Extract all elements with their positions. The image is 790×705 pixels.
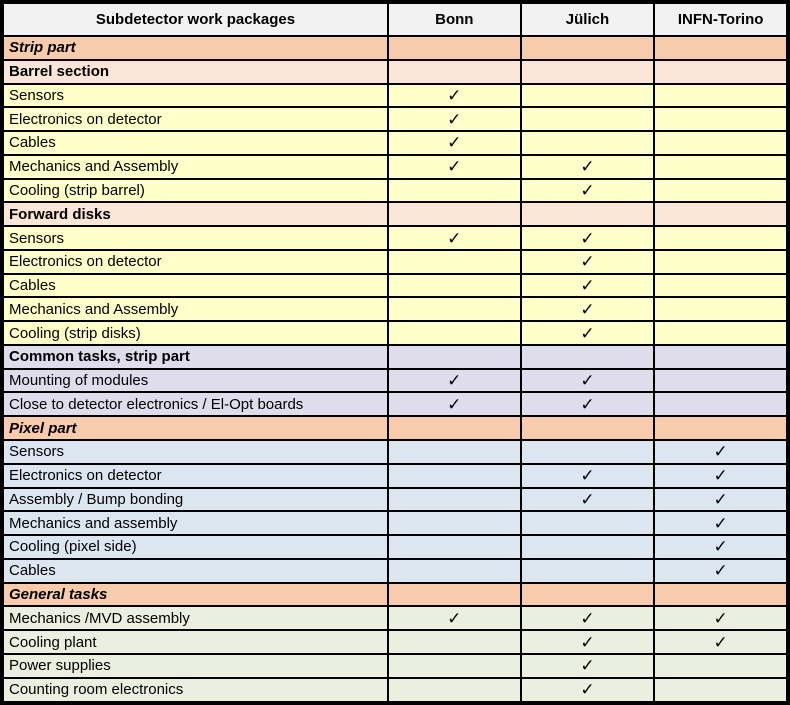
row-label: Mechanics /MVD assembly <box>2 606 388 630</box>
check-cell-empty <box>388 274 521 298</box>
check-cell-empty <box>654 250 788 274</box>
checkmark-icon: ✓ <box>580 632 595 652</box>
checkmark-icon: ✓ <box>447 109 462 129</box>
column-header-bonn: Bonn <box>388 2 521 36</box>
column-header-julich: Jülich <box>521 2 655 36</box>
column-header-packages: Subdetector work packages <box>2 2 388 36</box>
check-cell-checked <box>654 488 788 512</box>
checkmark-icon: ✓ <box>713 561 728 581</box>
checkmark-icon: ✓ <box>580 466 595 486</box>
check-cell-empty <box>654 226 788 250</box>
check-cell-empty <box>654 369 788 393</box>
check-cell-empty <box>388 60 521 84</box>
checkmark-icon: ✓ <box>580 394 595 414</box>
table-row <box>2 179 788 203</box>
check-cell-checked <box>388 107 521 131</box>
table-row <box>2 84 788 108</box>
checkmark-icon: ✓ <box>713 466 728 486</box>
table-row <box>2 250 788 274</box>
check-cell-checked <box>388 155 521 179</box>
check-cell-checked <box>654 559 788 583</box>
check-cell-checked <box>388 84 521 108</box>
check-cell-empty <box>388 511 521 535</box>
check-cell-empty <box>654 202 788 226</box>
check-cell-checked <box>521 630 655 654</box>
check-cell-empty <box>388 36 521 60</box>
check-cell-empty <box>654 583 788 607</box>
check-cell-empty <box>521 345 655 369</box>
row-label: Mechanics and Assembly <box>2 155 388 179</box>
table-row <box>2 511 788 535</box>
table-row <box>2 678 788 703</box>
checkmark-icon: ✓ <box>580 680 595 700</box>
section-header-row <box>2 36 788 60</box>
check-cell-empty <box>654 36 788 60</box>
check-cell-empty <box>388 678 521 703</box>
check-cell-empty <box>654 155 788 179</box>
header-row <box>2 2 788 36</box>
row-label: Barrel section <box>2 60 388 84</box>
check-cell-checked <box>388 226 521 250</box>
check-cell-checked <box>521 369 655 393</box>
table-row <box>2 392 788 416</box>
check-cell-empty <box>388 321 521 345</box>
checkmark-icon: ✓ <box>447 608 462 628</box>
check-cell-empty <box>388 583 521 607</box>
table-row <box>2 464 788 488</box>
check-cell-checked <box>521 392 655 416</box>
section-header-row <box>2 416 788 440</box>
table-row <box>2 606 788 630</box>
check-cell-empty <box>388 416 521 440</box>
check-cell-empty <box>521 131 655 155</box>
table-header <box>2 2 788 36</box>
check-cell-checked <box>388 131 521 155</box>
check-cell-empty <box>521 535 655 559</box>
check-cell-empty <box>521 511 655 535</box>
checkmark-icon: ✓ <box>447 133 462 153</box>
section-header-row <box>2 345 788 369</box>
checkmark-icon: ✓ <box>580 276 595 296</box>
check-cell-empty <box>388 654 521 678</box>
checkmark-icon: ✓ <box>713 608 728 628</box>
checkmark-icon: ✓ <box>580 157 595 177</box>
check-cell-checked <box>521 297 655 321</box>
check-cell-checked <box>654 464 788 488</box>
check-cell-empty <box>388 297 521 321</box>
row-label: Electronics on detector <box>2 107 388 131</box>
check-cell-empty <box>654 131 788 155</box>
check-cell-checked <box>388 606 521 630</box>
table-row <box>2 321 788 345</box>
row-label: Power supplies <box>2 654 388 678</box>
check-cell-empty <box>388 559 521 583</box>
check-cell-empty <box>388 464 521 488</box>
row-label: Strip part <box>2 36 388 60</box>
row-label: Mounting of modules <box>2 369 388 393</box>
row-label: Close to detector electronics / El-Opt boards <box>2 392 388 416</box>
check-cell-checked <box>654 535 788 559</box>
row-label: Assembly / Bump bonding <box>2 488 388 512</box>
check-cell-empty <box>388 630 521 654</box>
section-header-row <box>2 60 788 84</box>
check-cell-empty <box>388 345 521 369</box>
check-cell-empty <box>654 107 788 131</box>
check-cell-empty <box>521 36 655 60</box>
check-cell-empty <box>654 654 788 678</box>
row-label: Cables <box>2 559 388 583</box>
check-cell-checked <box>521 606 655 630</box>
check-cell-empty <box>388 440 521 464</box>
row-label: Sensors <box>2 226 388 250</box>
table-body <box>2 36 788 703</box>
checkmark-icon: ✓ <box>713 442 728 462</box>
check-cell-checked <box>521 678 655 703</box>
check-cell-empty <box>521 416 655 440</box>
checkmark-icon: ✓ <box>580 180 595 200</box>
checkmark-icon: ✓ <box>580 228 595 248</box>
check-cell-empty <box>521 60 655 84</box>
row-label: Pixel part <box>2 416 388 440</box>
row-label: Forward disks <box>2 202 388 226</box>
table-row <box>2 226 788 250</box>
check-cell-checked <box>388 392 521 416</box>
checkmark-icon: ✓ <box>713 489 728 509</box>
checkmark-icon: ✓ <box>447 371 462 391</box>
check-cell-empty <box>654 321 788 345</box>
checkmark-icon: ✓ <box>447 85 462 105</box>
check-cell-checked <box>654 630 788 654</box>
check-cell-empty <box>521 202 655 226</box>
row-label: General tasks <box>2 583 388 607</box>
checkmark-icon: ✓ <box>580 299 595 319</box>
table-row <box>2 535 788 559</box>
row-label: Mechanics and Assembly <box>2 297 388 321</box>
check-cell-checked <box>521 250 655 274</box>
row-label: Cooling plant <box>2 630 388 654</box>
table-row <box>2 297 788 321</box>
checkmark-icon: ✓ <box>580 608 595 628</box>
row-label: Cooling (strip disks) <box>2 321 388 345</box>
check-cell-empty <box>654 274 788 298</box>
column-header-infn-torino: INFN-Torino <box>654 2 788 36</box>
row-label: Sensors <box>2 440 388 464</box>
check-cell-checked <box>521 179 655 203</box>
check-cell-checked <box>521 654 655 678</box>
check-cell-empty <box>654 345 788 369</box>
check-cell-empty <box>654 297 788 321</box>
check-cell-checked <box>521 226 655 250</box>
check-cell-empty <box>654 60 788 84</box>
check-cell-empty <box>388 202 521 226</box>
check-cell-empty <box>521 84 655 108</box>
checkmark-icon: ✓ <box>580 489 595 509</box>
checkmark-icon: ✓ <box>713 513 728 533</box>
row-label: Electronics on detector <box>2 250 388 274</box>
row-label: Mechanics and assembly <box>2 511 388 535</box>
check-cell-checked <box>654 440 788 464</box>
check-cell-empty <box>388 250 521 274</box>
table-row <box>2 274 788 298</box>
row-label: Cables <box>2 131 388 155</box>
checkmark-icon: ✓ <box>447 394 462 414</box>
table-row <box>2 654 788 678</box>
check-cell-empty <box>388 488 521 512</box>
row-label: Cooling (strip barrel) <box>2 179 388 203</box>
check-cell-empty <box>654 179 788 203</box>
check-cell-checked <box>521 464 655 488</box>
section-header-row <box>2 583 788 607</box>
checkmark-icon: ✓ <box>713 632 728 652</box>
table-row <box>2 440 788 464</box>
checkmark-icon: ✓ <box>580 323 595 343</box>
table-row <box>2 369 788 393</box>
check-cell-empty <box>654 392 788 416</box>
table-row <box>2 559 788 583</box>
checkmark-icon: ✓ <box>580 371 595 391</box>
check-cell-checked <box>521 321 655 345</box>
checkmark-icon: ✓ <box>447 228 462 248</box>
check-cell-empty <box>521 440 655 464</box>
check-cell-empty <box>521 559 655 583</box>
check-cell-checked <box>521 155 655 179</box>
table-row <box>2 131 788 155</box>
row-label: Cables <box>2 274 388 298</box>
row-label: Sensors <box>2 84 388 108</box>
check-cell-empty <box>388 535 521 559</box>
checkmark-icon: ✓ <box>447 157 462 177</box>
table-row <box>2 488 788 512</box>
check-cell-empty <box>654 84 788 108</box>
checkmark-icon: ✓ <box>580 252 595 272</box>
table-row <box>2 155 788 179</box>
table-row <box>2 630 788 654</box>
checkmark-icon: ✓ <box>580 656 595 676</box>
row-label: Counting room electronics <box>2 678 388 703</box>
check-cell-empty <box>388 179 521 203</box>
check-cell-checked <box>388 369 521 393</box>
table-row <box>2 107 788 131</box>
section-header-row <box>2 202 788 226</box>
check-cell-empty <box>654 416 788 440</box>
check-cell-checked <box>521 488 655 512</box>
row-label: Electronics on detector <box>2 464 388 488</box>
row-label: Common tasks, strip part <box>2 345 388 369</box>
check-cell-checked <box>521 274 655 298</box>
check-cell-checked <box>654 606 788 630</box>
checkmark-icon: ✓ <box>713 537 728 557</box>
check-cell-empty <box>521 583 655 607</box>
check-cell-empty <box>654 678 788 703</box>
check-cell-empty <box>521 107 655 131</box>
check-cell-checked <box>654 511 788 535</box>
row-label: Cooling (pixel side) <box>2 535 388 559</box>
